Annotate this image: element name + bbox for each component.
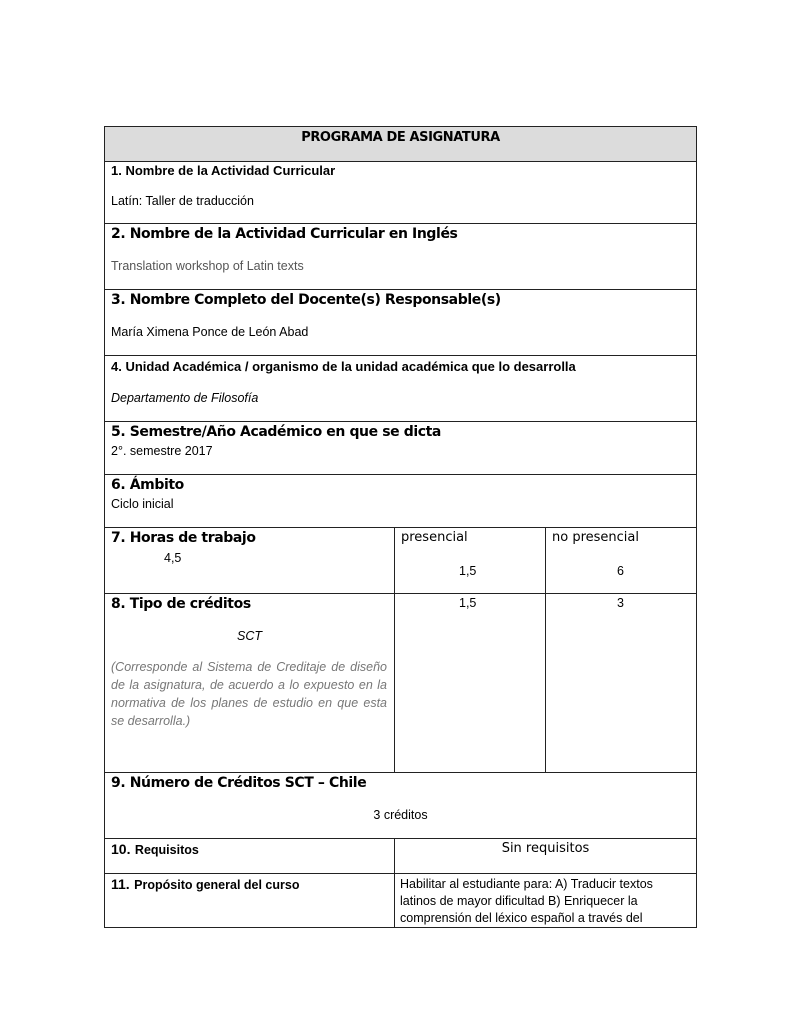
section-11-value: Habilitar al estudiante para: A) Traducir textos latinos de mayor dificultad B) Enriquecer la comprensión del léxico español a través del xyxy=(400,877,653,925)
section-3-label: 3. Nombre Completo del Docente(s) Responsable(s) xyxy=(111,292,501,308)
section-7-presencial-value: 1,5 xyxy=(459,564,477,578)
section-10-value: Sin requisitos xyxy=(501,841,590,856)
section-6-value: Ciclo inicial xyxy=(111,497,174,511)
section-8-no-presencial-value: 3 xyxy=(617,596,624,610)
section-8-presencial-cell xyxy=(394,593,546,773)
section-11-text: Propósito general del curso xyxy=(134,878,300,892)
section-3-value: María Ximena Ponce de León Abad xyxy=(111,325,309,339)
section-7-label: 7. Horas de trabajo xyxy=(111,530,256,546)
section-6-cell xyxy=(104,474,697,528)
section-4-value: Departamento de Filosofía xyxy=(111,391,259,405)
section-11-number: 11. xyxy=(111,876,130,892)
section-8-no-presencial-cell xyxy=(545,593,697,773)
section-6-label: 6. Ámbito xyxy=(111,477,184,493)
section-10-label xyxy=(111,841,199,859)
section-7-no-presencial-value: 6 xyxy=(617,564,624,578)
section-1-label: 1. Nombre de la Actividad Curricular xyxy=(111,163,336,178)
section-1-value: Latín: Taller de traducción xyxy=(111,194,254,208)
section-2-label: 2. Nombre de la Actividad Curricular en Inglés xyxy=(111,226,458,242)
section-4-label: 4. Unidad Académica / organismo de la unidad académica que lo desarrolla xyxy=(111,359,576,374)
section-8-presencial-value: 1,5 xyxy=(459,596,477,610)
section-2-value: Translation workshop of Latin texts xyxy=(111,259,304,273)
document-title: PROGRAMA DE ASIGNATURA xyxy=(301,130,500,145)
section-8-type: SCT xyxy=(237,629,262,643)
section-5-label: 5. Semestre/Año Académico en que se dicta xyxy=(111,424,441,440)
section-11-label xyxy=(111,876,299,894)
section-7-total: 4,5 xyxy=(164,551,182,565)
section-8-label: 8. Tipo de créditos xyxy=(111,596,251,612)
section-5-value: 2°. semestre 2017 xyxy=(111,444,213,458)
section-9-label: 9. Número de Créditos SCT – Chile xyxy=(111,775,367,791)
section-9-value: 3 créditos xyxy=(373,808,428,822)
section-10-number: 10. xyxy=(111,841,131,857)
section-10-text: Requisitos xyxy=(134,843,199,857)
presencial-header: presencial xyxy=(401,530,468,545)
no-presencial-header: no presencial xyxy=(552,530,639,545)
section-8-note: (Corresponde al Sistema de Creditaje de diseño de la asignatura, de acuerdo a lo expuesto en la normativa de los planes de estudio en que esta se desarrolla.) xyxy=(111,660,387,728)
